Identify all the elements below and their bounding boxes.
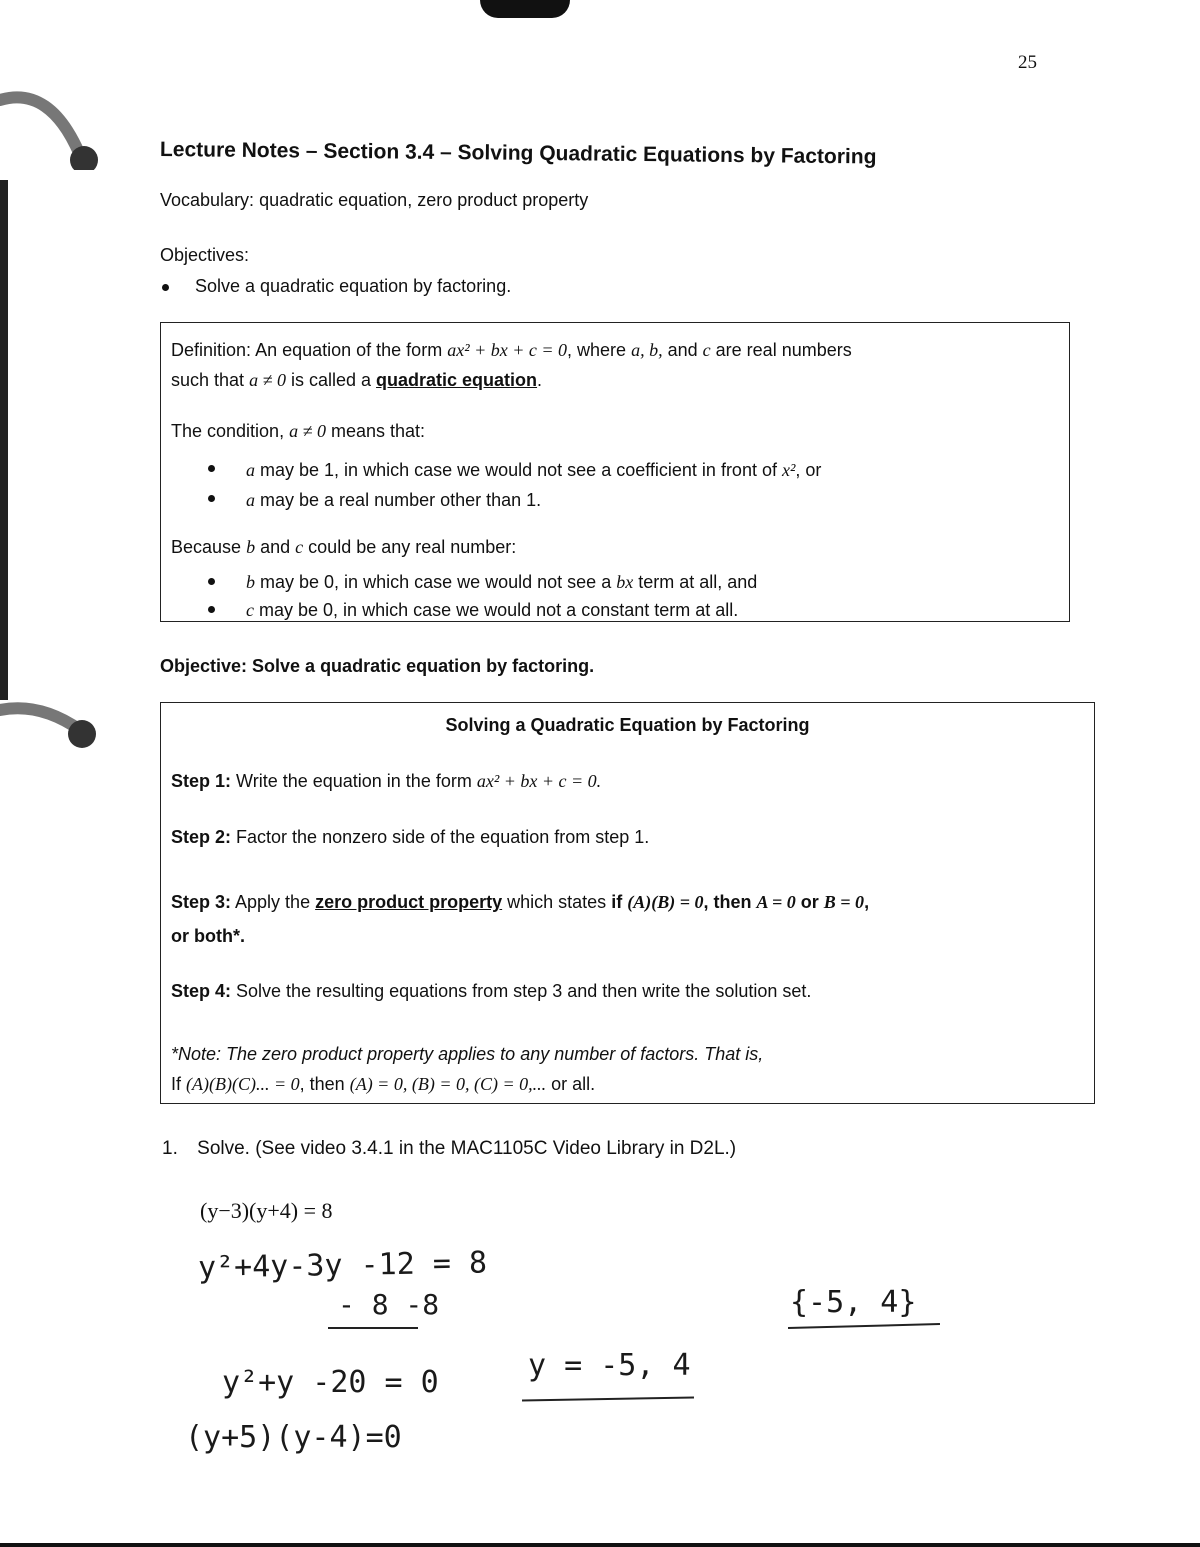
step-3-if: if <box>611 892 623 912</box>
vocabulary-text: quadratic equation, zero product property <box>259 190 589 210</box>
bullet-icon <box>208 606 215 613</box>
definition-condition: a ≠ 0 <box>249 370 286 390</box>
bullet-icon <box>208 495 215 502</box>
because-a: Because <box>171 537 242 557</box>
condition-list <box>206 455 1046 515</box>
definition-line2-a: such that <box>171 370 245 390</box>
step-3-math2: A = 0 <box>756 892 796 912</box>
condition-item <box>206 485 1046 515</box>
step-3-then: , then <box>703 892 752 912</box>
bullet-icon <box>208 465 215 472</box>
because-e: could be any real number: <box>308 537 517 557</box>
step-2 <box>171 827 649 848</box>
solution-underline <box>788 1323 940 1329</box>
page-number: 25 <box>1018 52 1037 73</box>
step-1-math: ax² + bx + c = 0. <box>476 771 602 791</box>
condition-tail-math: x² <box>782 460 796 480</box>
problem-number: 1. <box>162 1138 178 1159</box>
step-2-label: Step 2: <box>171 827 232 847</box>
condition-intro <box>171 421 425 442</box>
because-list <box>206 568 1046 624</box>
note-then: , then <box>299 1074 345 1094</box>
page-title: Lecture Notes – Section 3.4 – Solving Quadratic Equations by Factoring <box>159 138 877 169</box>
problem-equation: (y−3)(y+4) = 8 <box>200 1198 333 1223</box>
definition-label: Definition: <box>171 340 252 360</box>
binder-spine <box>0 180 8 700</box>
definition-text: Definition: An equation of the form ax² + bx + c = 0, where a, b, and c are real numbers such that a ≠ 0 is called a quadratic equation. <box>171 340 852 390</box>
step-1-label: Step 1: <box>171 771 232 791</box>
answer-underline <box>522 1396 694 1401</box>
definition-text-2: , where <box>567 340 627 360</box>
objectives-label: Objectives: <box>160 245 250 265</box>
step-3-math3: B = 0 <box>823 892 865 912</box>
objective-line: Objective: Solve a quadratic equation by factoring. <box>160 656 595 676</box>
because-c: and <box>260 537 291 557</box>
definition-text-4: are real numbers <box>715 340 852 360</box>
condition-text: may be 1, in which case we would not see a coefficient in front of <box>260 460 777 480</box>
condition-var: a <box>246 490 255 510</box>
because-math: bx <box>616 572 634 592</box>
step-3-end: , <box>864 892 870 912</box>
bullet-icon <box>162 284 169 291</box>
binder-ring-bottom <box>0 690 110 770</box>
note <box>171 1039 1081 1099</box>
handwriting-line-4: (y+5)(y-4)=0 <box>185 1420 402 1455</box>
problem-1 <box>162 1138 736 1160</box>
steps-box <box>160 702 1095 1104</box>
definition-var-c: c <box>702 340 711 360</box>
note-if: If <box>171 1074 182 1094</box>
step-4 <box>171 981 811 1002</box>
objectives-list <box>160 276 860 297</box>
step-3 <box>171 885 1081 953</box>
note-math2: (A) = 0, (B) = 0, (C) = 0,... <box>349 1074 547 1094</box>
condition-text: may be a real number other than 1. <box>260 490 542 510</box>
binder-ring-top <box>0 60 110 170</box>
objective-item: Solve a quadratic equation by factoring. <box>195 276 512 296</box>
condition-intro-math: a ≠ 0 <box>289 421 326 441</box>
step-3-text: Apply the <box>235 892 311 912</box>
step-3-or: or <box>800 892 819 912</box>
because-b: b <box>246 537 256 557</box>
step-3-line2: or both*. <box>171 926 245 946</box>
definition-equation: ax² + bx + c = 0 <box>447 340 568 360</box>
handwriting-line-3: y²+y -20 = 0 <box>222 1365 439 1400</box>
step-3-text2: which states <box>507 892 607 912</box>
term-zero-product-property: zero product property <box>315 892 503 912</box>
note-end: or all. <box>551 1074 596 1094</box>
condition-var: a <box>246 460 255 480</box>
definition-line2-b: is called a <box>290 370 372 390</box>
page-edge <box>0 1543 1200 1547</box>
problem-text: Solve. (See video 3.4.1 in the MAC1105C Video Library in D2L.) <box>197 1138 737 1159</box>
definition-box <box>160 322 1070 622</box>
definition-text-3: and <box>667 340 698 360</box>
handwriting-line-2: - 8 -8 <box>338 1288 440 1321</box>
note-line-1: *Note: The zero product property applies to any number of factors. That is, <box>171 1044 764 1064</box>
because-item <box>206 596 1046 624</box>
steps-heading: Solving a Quadratic Equation by Factoring <box>445 715 810 735</box>
scan-smudge <box>480 0 570 18</box>
condition-intro-b: means that: <box>331 421 426 441</box>
handwriting-underline <box>328 1327 418 1329</box>
handwriting-solution-set: {-5, 4} <box>790 1285 917 1320</box>
step-1 <box>171 771 601 792</box>
condition-intro-a: The condition, <box>171 421 285 441</box>
step-4-text: Solve the resulting equations from step 3 and then write the solution set. <box>236 981 812 1001</box>
because-var: b <box>246 572 255 592</box>
step-2-text: Factor the nonzero side of the equation from step 1. <box>236 827 650 847</box>
step-4-label: Step 4: <box>171 981 232 1001</box>
handwriting-answer: y = -5, 4 <box>528 1348 691 1383</box>
vocabulary-line <box>160 190 588 211</box>
because-intro <box>171 537 516 558</box>
term-quadratic-equation: quadratic equation <box>376 370 538 390</box>
note-math1: (A)(B)(C)... = 0 <box>186 1074 300 1094</box>
because-var: c <box>246 600 254 620</box>
because-text-2: term at all, and <box>638 572 758 592</box>
because-item <box>206 568 1046 596</box>
step-3-label: Step 3: <box>171 892 232 912</box>
because-text-1: may be 0, in which case we would not see a <box>260 572 612 592</box>
because-d: c <box>295 537 304 557</box>
definition-text-1: An equation of the form <box>255 340 443 360</box>
definition-vars: a, b, <box>631 340 663 360</box>
condition-item <box>206 455 1046 485</box>
handwriting-line-1: y²+4y-3y -12 = 8 <box>197 1245 488 1286</box>
step-1-text: Write the equation in the form <box>236 771 472 791</box>
condition-tail: , or <box>795 460 822 480</box>
vocabulary-label: Vocabulary: <box>160 190 255 210</box>
because-text-1: may be 0, in which case we would not a constant term at all. <box>259 600 739 620</box>
step-3-math1: (A)(B) = 0 <box>627 892 704 912</box>
bullet-icon <box>208 578 215 585</box>
